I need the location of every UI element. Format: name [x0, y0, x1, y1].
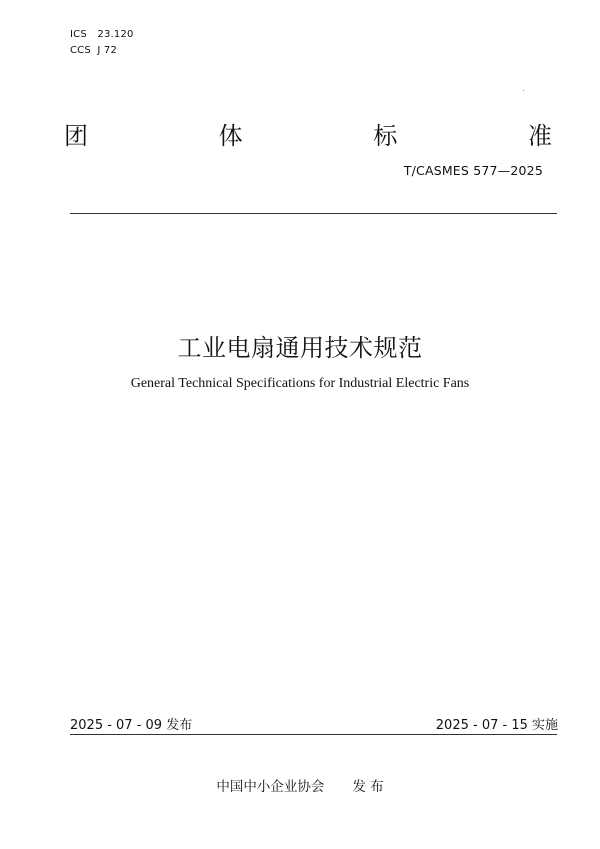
scan-speck	[523, 90, 524, 91]
doc-type-char-1: 团	[64, 122, 88, 150]
implementation-date: 2025 - 07 - 15 实施	[435, 718, 558, 733]
publisher-action: 发 布	[352, 779, 384, 795]
doc-type-char-4: 准	[527, 122, 552, 150]
ccs-code	[70, 45, 117, 56]
ccs-value: J 72	[97, 45, 118, 56]
ccs-label: CCS	[70, 45, 91, 56]
standard-number: T/CASMES 577—2025	[403, 163, 543, 178]
ics-value: 23.120	[97, 29, 134, 40]
bottom-divider	[70, 734, 557, 735]
publisher-name: 中国中小企业协会	[216, 779, 325, 795]
title-english: General Technical Specifications for Industrial Electric Fans	[130, 376, 470, 391]
title-chinese: 工业电扇通用技术规范	[177, 334, 423, 362]
issue-date: 2025 - 07 - 09 发布	[70, 718, 193, 733]
doc-type-char-3: 标	[373, 122, 398, 150]
publisher	[0, 775, 600, 795]
ics-label: ICS	[70, 29, 87, 40]
ics-code	[70, 29, 134, 40]
doc-type-char-2: 体	[218, 122, 243, 150]
top-divider	[70, 213, 557, 214]
document-type-heading	[64, 116, 552, 151]
